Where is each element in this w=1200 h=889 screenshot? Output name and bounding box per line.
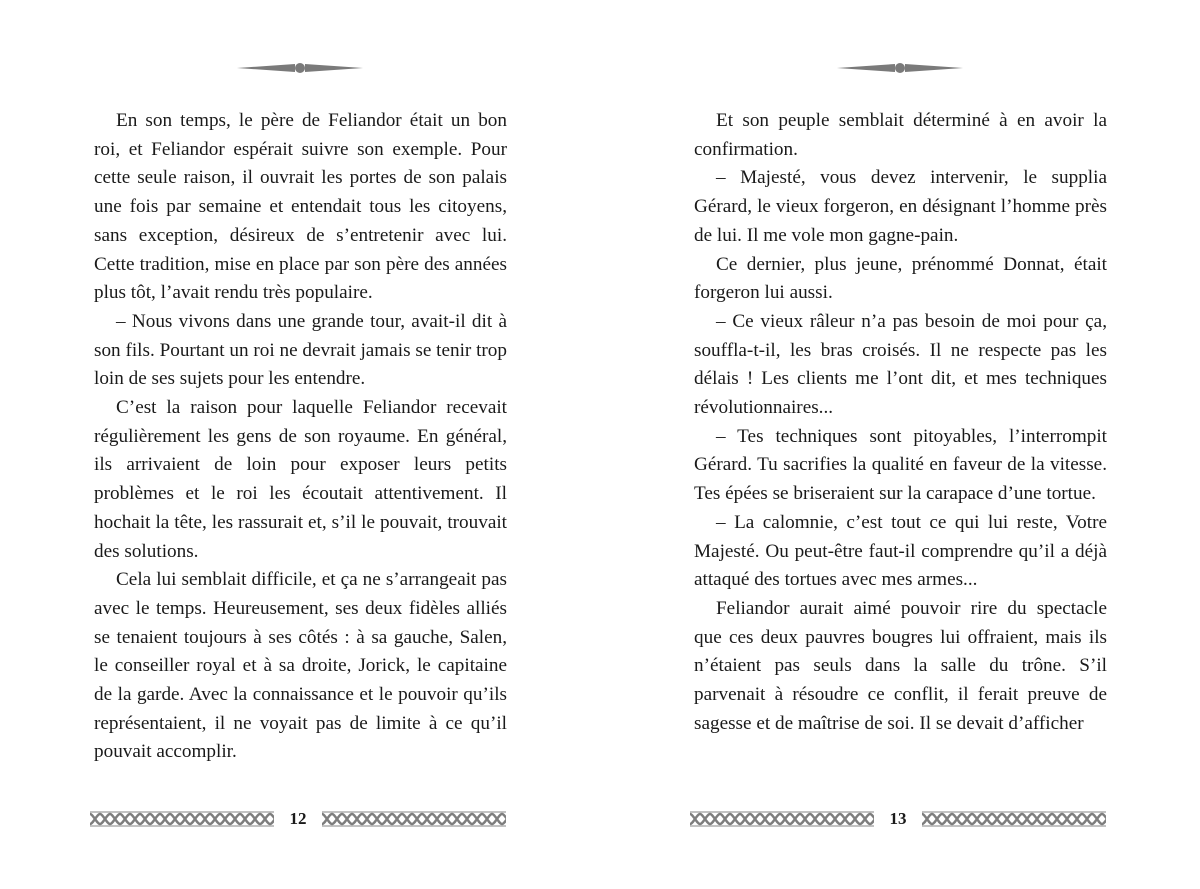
page-number: 12 bbox=[289, 809, 307, 828]
paragraph: Ce dernier, plus jeune, prénommé Donnat, était forgeron lui aussi. bbox=[694, 253, 1107, 304]
left-page-text bbox=[94, 107, 507, 767]
paragraph: – Nous vivons dans une grande tour, avait-il dit à son fils. Pourtant un roi ne devrait jamais se tenir trop loin de ses sujets pour les entendre. bbox=[94, 310, 507, 390]
paragraph: – Tes techniques sont pitoyables, l’interrompit Gérard. Tu sacrifies la qualité en faveur de la vitesse. Tes épées se briseraient sur la carapace d’une tortue. bbox=[694, 425, 1107, 505]
paragraph: – Majesté, vous devez intervenir, le supplia Gérard, le vieux forgeron, en désignant l’homme près de lui. Il me vole mon gagne-pain. bbox=[694, 167, 1107, 246]
paragraph: C’est la raison pour laquelle Feliandor recevait régulièrement les gens de son royaume. En général, ils arrivaient de loin pour exposer leurs petits problèmes et le roi les écoutait attentivement. Il hochait la tête, les rassurait et, s’il le pouvait, trouvait des solutions. bbox=[94, 397, 507, 562]
right-page-text bbox=[694, 107, 1107, 738]
page-number: 13 bbox=[889, 809, 907, 828]
braided-border-icon bbox=[690, 811, 874, 827]
paragraph: – La calomnie, c’est tout ce qui lui reste, Votre Majesté. Ou peut-être faut-il comprendre qu’il a déjà attaqué des tortues avec mes armes... bbox=[694, 511, 1107, 591]
paragraph: Cela lui semblait difficile, et ça ne s’arrangeait pas avec le temps. Heureusement, ses deux fidèles alliés se tenaient toujours à ses côtés : à sa gauche, Salen, le conseiller royal et à sa droite, Jorick, le capitaine de la garde. Avec la connaissance et le pouvoir qu’ils représentaient, il ne voyait pas de limite à ce qu’il pouvait accomplir. bbox=[94, 569, 507, 763]
top-ornament-icon bbox=[235, 56, 365, 80]
paragraph: Et son peuple semblait déterminé à en avoir la confirmation. bbox=[694, 110, 1107, 160]
braided-border-icon bbox=[922, 811, 1106, 827]
braided-border-icon bbox=[90, 811, 274, 827]
paragraph: Feliandor aurait aimé pouvoir rire du spectacle que ces deux pauvres bougres lui offraient, mais ils n’étaient pas seuls dans la salle du trône. S’il parvenait à résoudre ce conflit, il ferait preuve de sagesse et de maîtrise de soi. Il se devait d’afficher bbox=[694, 597, 1107, 734]
paragraph: – Ce vieux râleur n’a pas besoin de moi pour ça, souffla-t-il, les bras croisés. Il ne respecte pas les délais ! Les clients me l’ont dit, et mes techniques révolutionnaires... bbox=[694, 310, 1107, 419]
paragraph: En son temps, le père de Feliandor était un bon roi, et Feliandor espérait suivre son exemple. Pour cette seule raison, il ouvrait les portes de son palais une fois par semaine et entendait tous les citoyens, sans exception, désireux de s’entretenir avec lui. Cette tradition, mise en place par son père des années plus tôt, l’avait rendu très populaire. bbox=[94, 110, 507, 304]
top-ornament-icon bbox=[835, 56, 965, 80]
page-footer bbox=[690, 806, 1106, 832]
right-page bbox=[600, 0, 1200, 889]
page-footer bbox=[90, 806, 506, 832]
braided-border-icon bbox=[322, 811, 506, 827]
